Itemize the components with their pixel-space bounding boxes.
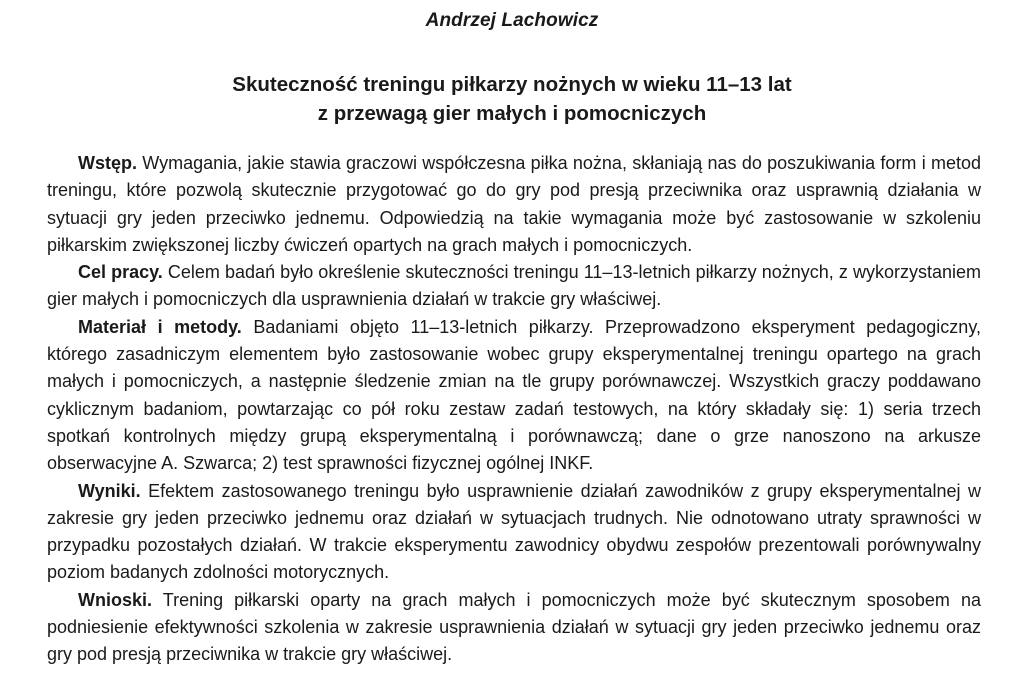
section-label-intro: Wstęp.: [78, 153, 138, 173]
abstract-section-conclusions: [47, 587, 981, 669]
abstract-section-results: [47, 478, 981, 587]
paper-title: [0, 70, 1024, 128]
section-label-conclusions: Wnioski.: [78, 589, 153, 610]
author-name: Andrzej Lachowicz: [425, 10, 599, 31]
section-text-results: Efektem zastosowanego treningu było usprawnienie działań zawodników z grupy eksperymentalnej w zakresie gry jeden przeciwko jednemu oraz działań w sytuacjach trudnych. Nie odnotowano utraty sprawności w przypadku pozostałych działań. W trakcie eksperymentu zawodnicy obydwu zespołów prezentowali porównywalny poziom badanych zdolności motorycznych.: [47, 480, 981, 583]
paper-title-line-2: z przewagą gier małych i pomocniczych: [317, 102, 707, 125]
section-text-intro: Wymagania, jakie stawia graczowi współczesna piłka nożna, skłaniają nas do poszukiwania form i metod treningu, które pozwolą skutecznie przygotować go do gry pod presją przeciwnika oraz usprawnią działania w sytuacji gry jeden przeciwko jednemu. Odpowiedzią na takie wymagania może być zastosowanie w szkoleniu piłkarskim zwiększonej liczby ćwiczeń opartych na grach małych i pomocniczych.: [47, 153, 981, 255]
section-text-methods: Badaniami objęto 11–13-letnich piłkarzy. Przeprowadzono eksperyment pedagogiczny, którego zasadniczym elementem było zastosowanie wobec grupy eksperymentalnej treningu opartego na grach małych i pomocniczych, a następnie śledzenie zmian na tle grupy porównawczej. Wszystkich graczy poddawano cyklicznym badaniom, powtarzając co pół roku zestaw zadań testowych, na który składały się: 1) seria trzech spotkań kontrolnych między grupą eksperymentalną i porównawczą; dane o grze nanoszono na arkusze obserwacyjne A. Szwarca; 2) test sprawności fizycznej ogólnej INKF.: [47, 316, 981, 474]
section-label-methods: Materiał i metody.: [78, 316, 242, 337]
section-label-results: Wyniki.: [78, 480, 141, 501]
paper-title-line-1: Skuteczność treningu piłkarzy nożnych w wieku 11–13 lat: [232, 73, 792, 96]
abstract-section-aim: [47, 259, 981, 314]
abstract: [47, 150, 981, 669]
section-text-aim: Celem badań było określenie skuteczności treningu 11–13-letnich piłkarzy nożnych, z wykorzystaniem gier małych i pomocniczych dla usprawnienia działań w trakcie gry właściwej.: [47, 262, 981, 310]
abstract-section-methods: [47, 314, 981, 478]
section-label-aim: Cel pracy.: [78, 262, 163, 283]
section-text-conclusions: Trening piłkarski oparty na grach małych i pomocniczych może być skutecznym sposobem na podniesienie efektywności szkolenia w zakresie usprawnienia działań w sytuacji gry jeden przeciwko jednemu oraz gry pod presją przeciwnika w trakcie gry właściwej.: [47, 589, 981, 665]
abstract-section-intro: [47, 150, 981, 259]
